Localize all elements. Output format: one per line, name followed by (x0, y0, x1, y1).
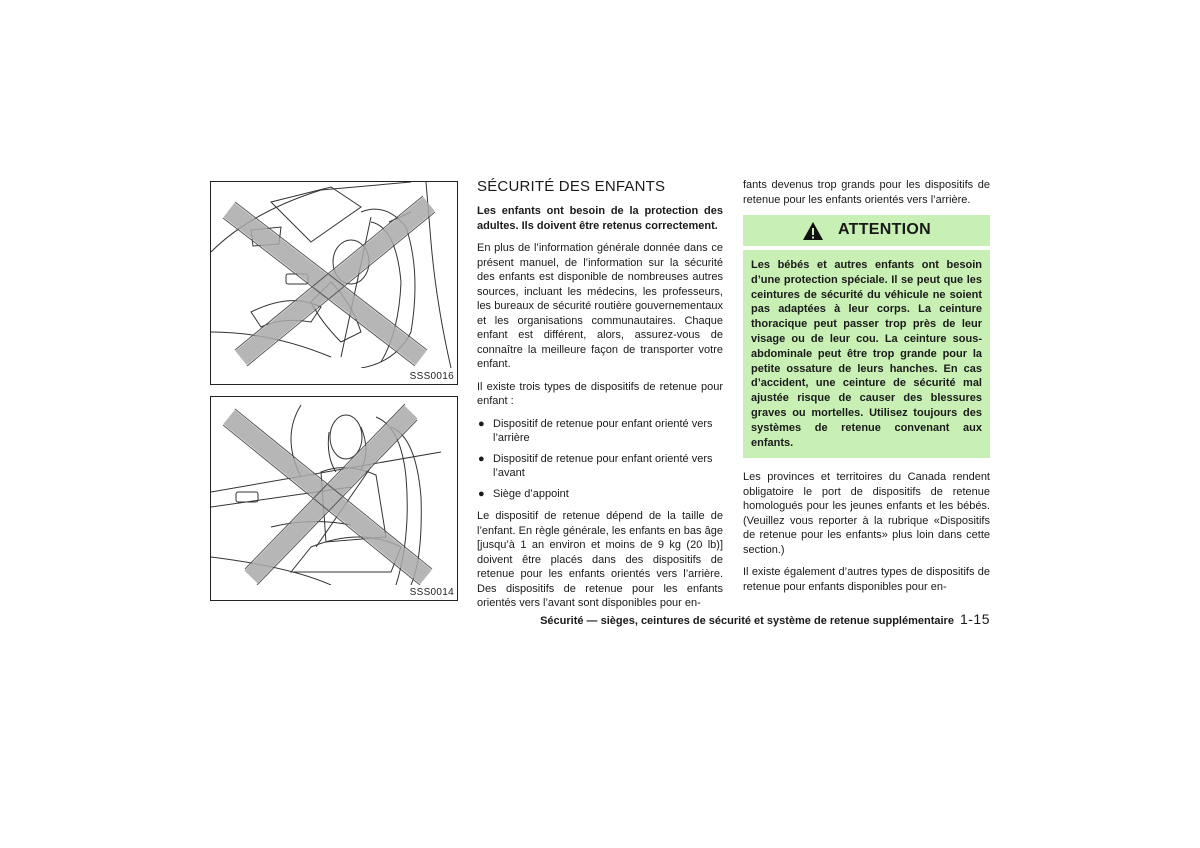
warning-header (743, 215, 990, 246)
list-item-text: Dispositif de retenue pour enfant orienté vers l’arrière (493, 417, 713, 444)
figure-code: SSS0016 (409, 371, 454, 382)
list-item (477, 452, 723, 481)
bullet-icon: ● (478, 487, 485, 500)
section-title: SÉCURITÉ DES ENFANTS (477, 178, 666, 195)
restraint-types-list (477, 417, 723, 502)
warning-label: ATTENTION (837, 221, 932, 239)
page-footer (520, 611, 990, 627)
figure-code: SSS0014 (409, 587, 454, 598)
list-item (477, 487, 723, 502)
figure-woman-seatbelt (210, 396, 458, 601)
chapter-title: Sécurité — sièges, ceintures de sécurité et système de retenue supplémentaire (540, 615, 954, 627)
warning-text: Les bébés et autres enfants ont besoin d’une protection spéciale. Il se peut que les ceintures de sécurité du véhicule ne soient pas adaptées à leur corps. La ceinture thoracique peut passer trop près de leur visage ou de leur cou. La ceinture sous-abdominale peut être trop grande pour la petite ossature de leurs hanches. En cas d’accident, une ceinture de sécurité mal ajustée risque de causer des blessures graves ou mortelles. Utilisez toujours des systèmes de retenue convenant aux enfants. (743, 250, 990, 458)
paragraph: Le dispositif de retenue dépend de la taille de l’enfant. En règle générale, les enfants en bas âge [jusqu’à 1 an environ et moins de 9 kg (20 lb)] doivent être placés dans des dispositifs de retenue pour les enfants orientés vers l’arrière. Des dispositifs de retenue pour les enfants orientés vers l’avant sont disponibles pour en- (477, 510, 723, 609)
list-item (477, 417, 723, 446)
paragraph: En plus de l’information générale donnée dans ce présent manuel, de l’information sur la sécurité des enfants est disponible de nombreuses autres sources, incluant les médecins, les professeurs, les bureaux de sécurité routière gouvernementaux et les organisations communautaires. Chaque enfant est différent, alors, assurez-vous de connaître la meilleure façon de transporter votre enfant. (477, 242, 723, 370)
figure-child-adult-belt-shoulder (210, 181, 458, 385)
text-column-middle (477, 178, 723, 619)
paragraph: Il existe trois types de dispositifs de retenue pour enfant : (477, 380, 723, 407)
paragraph-continuation: fants devenus trop grands pour les dispositifs de retenue pour les enfants orientés vers l’arrière. (743, 179, 990, 206)
illustration-seated-woman (211, 397, 457, 585)
lead-paragraph: Les enfants ont besoin de la protection des adultes. Ils doivent être retenus correctement. (477, 205, 723, 232)
bullet-icon: ● (478, 452, 485, 465)
bullet-icon: ● (478, 417, 485, 430)
paragraph: Les provinces et territoires du Canada rendent obligatoire le port de dispositifs de retenue homologués pour les jeunes enfants et les bébés. (Veuillez vous reporter à la rubrique «Dispositifs de retenue pour les enfants» plus loin dans cette section.) (743, 471, 990, 556)
list-item-text: Dispositif de retenue pour enfant orienté vers l’avant (493, 452, 713, 479)
list-item-text: Siège d’appoint (493, 487, 569, 500)
paragraph: Il existe également d’autres types de dispositifs de retenue pour enfants disponibles pour en- (743, 566, 990, 593)
warning-triangle-icon (802, 221, 824, 241)
text-column-right (743, 178, 990, 602)
illustration-car-interior-child (211, 182, 457, 368)
page-number: 1-15 (959, 611, 990, 627)
